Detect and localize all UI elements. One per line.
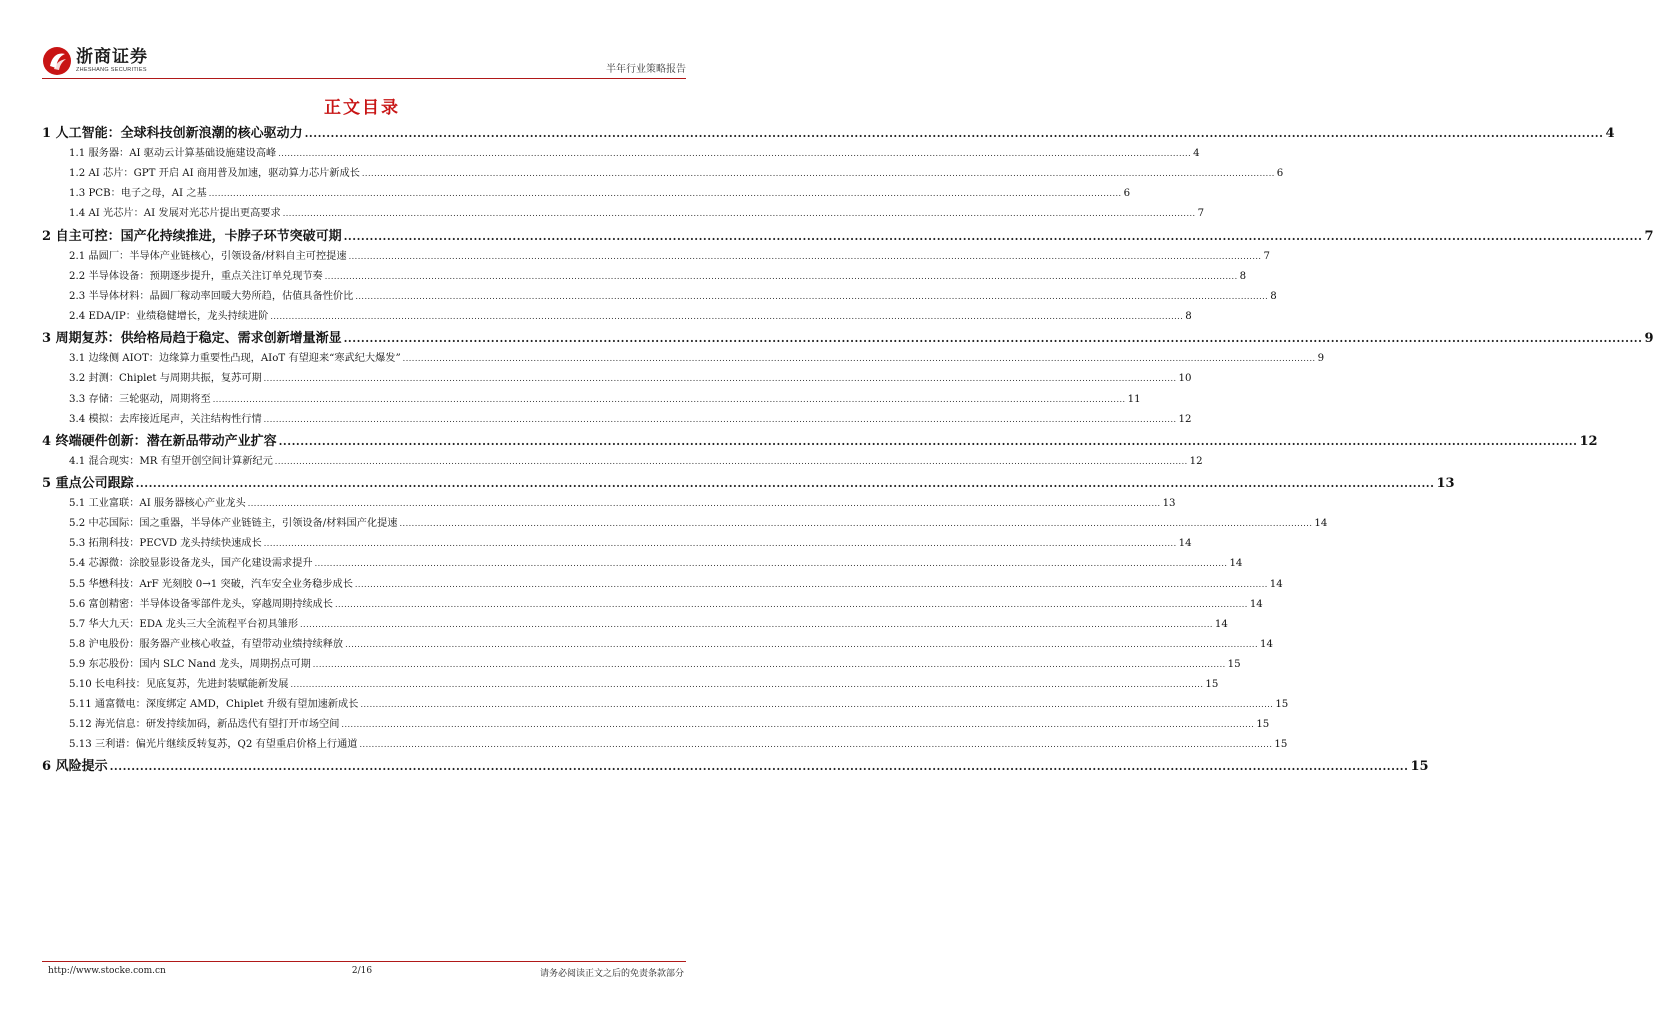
toc-leader-dots: ............................................................................................................................................................................................................................................................................................................ [345,639,1259,649]
toc-entry-page: 15 [1274,739,1288,751]
toc-leader-dots: ............................................................................................................................................................................................................................................................................................................ [402,354,1316,364]
toc-section-entry[interactable] [42,695,1289,715]
toc-entry-page: 11 [1127,393,1141,405]
toc-leader-dots: ............................................................................................................................................................................................................................................................................................................ [304,127,1604,140]
toc-entry-label: 5.13 三利谱：偏光片继续反转复苏，Q2 有望重启价格上行通道 [69,739,358,751]
toc-leader-dots: ............................................................................................................................................................................................................................................................................................................ [359,740,1273,750]
toc-section-entry[interactable] [42,534,1192,554]
toc-entry-label: 5.3 拓荆科技：PECVD 龙头持续快速成长 [69,538,262,550]
toc-section-entry[interactable] [42,267,1247,287]
brand-logo [42,46,148,76]
toc-entry-label: 1.4 AI 光芯片：AI 发展对光芯片提出更高要求 [69,208,281,220]
toc-leader-dots: ............................................................................................................................................................................................................................................................................................................ [360,700,1274,710]
toc-entry-page: 14 [1269,578,1283,590]
toc-leader-dots: ............................................................................................................................................................................................................................................................................................................ [282,209,1196,219]
toc-entry-label: 2.1 晶圆厂：半导体产业链核心，引领设备/材料自主可控提速 [69,250,347,262]
toc-entry-label: 2.2 半导体设备：预期逐步提升，重点关注订单兑现节奏 [69,270,323,282]
toc-entry-label: 5.6 富创精密：半导体设备零部件龙头，穿越周期持续成长 [69,598,333,610]
table-of-contents [42,122,1654,778]
toc-entry-label: 1.2 AI 芯片：GPT 开启 AI 商用普及加速，驱动算力芯片新成长 [69,168,360,180]
toc-entry-page: 14 [1214,618,1228,630]
toc-entry-label: 3.3 存储：三轮驱动，周期将至 [69,393,211,405]
toc-section-entry[interactable] [42,307,1192,327]
toc-entry-page: 14 [1229,558,1243,570]
toc-entry-label: 6 风险提示 [42,759,108,775]
toc-section-entry[interactable] [42,164,1284,184]
toc-entry-page: 13 [1436,475,1455,491]
toc-section-entry[interactable] [42,655,1241,675]
brand-name-en: ZHESHANG SECURITIES [76,67,147,73]
toc-section-entry[interactable] [42,514,1328,534]
toc-entry-page: 7 [1197,208,1205,220]
toc-section-entry[interactable] [42,349,1325,369]
brand-name-cn: 浙商证券 [76,47,148,67]
toc-entry-label: 1.3 PCB：电子之母，AI 之基 [69,188,207,200]
toc-entry-label: 3.4 模拟：去库接近尾声，关注结构性行情 [69,413,262,425]
toc-title: 正文目录 [324,98,400,118]
toc-entry-page: 9 [1317,353,1325,365]
toc-entry-label: 5.12 海光信息：研发持续加码，新品迭代有望打开市场空间 [69,719,340,731]
toc-leader-dots: ............................................................................................................................................................................................................................................................................................................ [212,394,1126,404]
toc-entry-label: 3.2 封测：Chiplet 与周期共振，复苏可期 [69,373,262,385]
toc-section-entry[interactable] [42,247,1270,267]
toc-chapter-entry[interactable] [42,122,1615,144]
toc-entry-page: 14 [1260,638,1273,650]
toc-section-entry[interactable] [42,144,1200,164]
toc-entry-label: 5.7 华大九天：EDA 龙头三大全流程平台初具雏形 [69,618,299,630]
toc-leader-dots: ............................................................................................................................................................................................................................................................................................................ [314,559,1228,569]
toc-entry-page: 4 [1605,126,1615,141]
toc-entry-page: 15 [1410,759,1429,775]
toc-section-entry[interactable] [42,452,1203,472]
toc-entry-label: 5.5 华懋科技：ArF 光刻胶 0→1 突破，汽车安全业务稳步成长 [69,578,353,590]
toc-entry-page: 15 [1256,719,1270,731]
toc-entry-label: 4 终端硬件创新：潜在新品带动产业扩容 [42,433,277,449]
toc-section-entry[interactable] [42,204,1205,224]
toc-entry-page: 10 [1178,373,1192,385]
toc-leader-dots: ............................................................................................................................................................................................................................................................................................................ [343,332,1643,346]
toc-entry-page: 15 [1275,699,1289,711]
toc-leader-dots: ............................................................................................................................................................................................................................................................................................................ [334,599,1248,609]
toc-entry-page: 6 [1276,168,1284,180]
toc-entry-label: 1.1 服务器：AI 驱动云计算基础设施建设高峰 [69,148,277,160]
toc-leader-dots: ............................................................................................................................................................................................................................................................................................................ [312,659,1226,669]
toc-section-entry[interactable] [42,410,1192,430]
toc-entry-label: 5.8 沪电股份：服务器产业核心收益，有望带动业绩持续释放 [69,638,344,650]
toc-section-entry[interactable] [42,287,1277,307]
toc-chapter-entry[interactable] [42,430,1598,452]
toc-entry-page: 14 [1314,518,1328,530]
toc-entry-label: 2.4 EDA/IP：业绩稳健增长，龙头持续进阶 [69,311,269,323]
footer-page-number: 2/16 [351,966,373,976]
toc-leader-dots: ............................................................................................................................................................................................................................................................................................................ [399,519,1313,529]
toc-section-entry[interactable] [42,635,1273,655]
toc-entry-label: 5.11 通富微电：深度绑定 AMD，Chiplet 升级有望加速新成长 [69,699,359,711]
toc-entry-label: 3 周期复苏：供给格局趋于稳定、需求创新增量渐显 [42,331,342,347]
toc-entry-label: 5.1 工业富联：AI 服务器核心产业龙头 [69,498,246,510]
toc-leader-dots: ............................................................................................................................................................................................................................................................................................................ [348,251,1262,261]
toc-entry-page: 7 [1644,228,1654,244]
toc-section-entry[interactable] [42,575,1283,595]
toc-leader-dots: ............................................................................................................................................................................................................................................................................................................ [278,434,1578,448]
toc-section-entry[interactable] [42,735,1288,755]
toc-leader-dots: ............................................................................................................................................................................................................................................................................................................ [354,579,1268,589]
toc-entry-page: 12 [1189,455,1203,467]
footer-divider [42,961,686,962]
toc-section-entry[interactable] [42,615,1228,635]
toc-leader-dots: ............................................................................................................................................................................................................................................................................................................ [270,312,1184,322]
toc-entry-page: 13 [1162,498,1176,510]
toc-leader-dots: ............................................................................................................................................................................................................................................................................................................ [361,169,1275,179]
toc-section-entry[interactable] [42,675,1219,695]
toc-section-entry[interactable] [42,390,1141,410]
toc-entry-label: 5 重点公司跟踪 [42,475,134,491]
toc-entry-label: 5.10 长电科技：见底复苏，先进封装赋能新发展 [69,679,289,690]
toc-entry-page: 8 [1270,290,1277,302]
toc-leader-dots: ............................................................................................................................................................................................................................................................................................................ [208,189,1122,199]
toc-entry-page: 12 [1579,433,1598,449]
toc-leader-dots: ............................................................................................................................................................................................................................................................................................................ [263,374,1177,384]
toc-entry-page: 14 [1249,598,1263,610]
toc-leader-dots: ............................................................................................................................................................................................................................................................................................................ [290,680,1204,689]
toc-leader-dots: ............................................................................................................................................................................................................................................................................................................ [109,760,1409,774]
toc-leader-dots: ............................................................................................................................................................................................................................................................................................................ [300,619,1213,629]
toc-leader-dots: ............................................................................................................................................................................................................................................................................................................ [135,476,1435,490]
toc-entry-page: 7 [1263,250,1270,262]
toc-leader-dots: ............................................................................................................................................................................................................................................................................................................ [263,414,1177,424]
toc-section-entry[interactable] [42,715,1270,735]
toc-leader-dots: ............................................................................................................................................................................................................................................................................................................ [247,499,1161,509]
toc-entry-label: 4.1 混合现实：MR 有望开创空间计算新纪元 [69,455,273,467]
footer-disclaimer: 请务必阅读正文之后的免责条款部分 [539,969,684,979]
toc-entry-page: 8 [1185,311,1192,323]
toc-leader-dots: ............................................................................................................................................................................................................................................................................................................ [355,291,1269,301]
toc-entry-page: 15 [1227,658,1241,670]
toc-section-entry[interactable] [42,184,1131,204]
page-header [42,40,686,82]
toc-chapter-entry[interactable] [42,755,1429,777]
toc-entry-page: 6 [1123,188,1131,200]
header-divider [42,78,686,79]
toc-leader-dots: ............................................................................................................................................................................................................................................................................................................ [278,149,1192,159]
toc-entry-page: 8 [1239,270,1247,282]
toc-entry-label: 3.1 边缘侧 AIOT：边缘算力重要性凸现，AIoT 有望迎来“寒武纪大爆发” [69,353,401,365]
footer-url[interactable]: http://www.stocke.com.cn [48,966,166,976]
toc-leader-dots: ............................................................................................................................................................................................................................................................................................................ [341,720,1255,730]
toc-section-entry[interactable] [42,494,1176,514]
toc-leader-dots: ............................................................................................................................................................................................................................................................................................................ [263,539,1177,549]
zheshang-logo-icon [42,46,72,76]
toc-chapter-entry[interactable] [42,472,1455,494]
toc-leader-dots: ............................................................................................................................................................................................................................................................................................................ [324,271,1238,281]
toc-entry-label: 1 人工智能：全球科技创新浪潮的核心驱动力 [42,126,303,141]
toc-chapter-entry[interactable] [42,327,1654,349]
toc-entry-label: 2.3 半导体材料：晶圆厂稼动率回暖大势所趋，估值具备性价比 [69,290,354,302]
toc-entry-label: 5.2 中芯国际：国之重器，半导体产业链链主，引领设备/材料国产化提速 [69,518,398,530]
toc-entry-label: 5.9 东芯股份：国内 SLC Nand 龙头，周期拐点可期 [69,658,311,670]
toc-entry-page: 9 [1644,331,1654,347]
toc-section-entry[interactable] [42,595,1263,615]
toc-entry-page: 15 [1205,679,1219,690]
toc-entry-label: 5.4 芯源微：涂胶显影设备龙头，国产化建设需求提升 [69,558,313,570]
report-type: 半年行业策略报告 [606,64,686,75]
toc-section-entry[interactable] [42,554,1243,574]
toc-entry-page: 14 [1178,538,1192,550]
toc-leader-dots: ............................................................................................................................................................................................................................................................................................................ [343,229,1643,243]
toc-entry-page: 4 [1193,148,1200,160]
toc-chapter-entry[interactable] [42,225,1654,247]
toc-section-entry[interactable] [42,369,1192,389]
toc-entry-label: 2 自主可控：国产化持续推进，卡脖子环节突破可期 [42,228,342,244]
toc-entry-page: 12 [1178,413,1192,425]
toc-leader-dots: ............................................................................................................................................................................................................................................................................................................ [274,456,1188,466]
